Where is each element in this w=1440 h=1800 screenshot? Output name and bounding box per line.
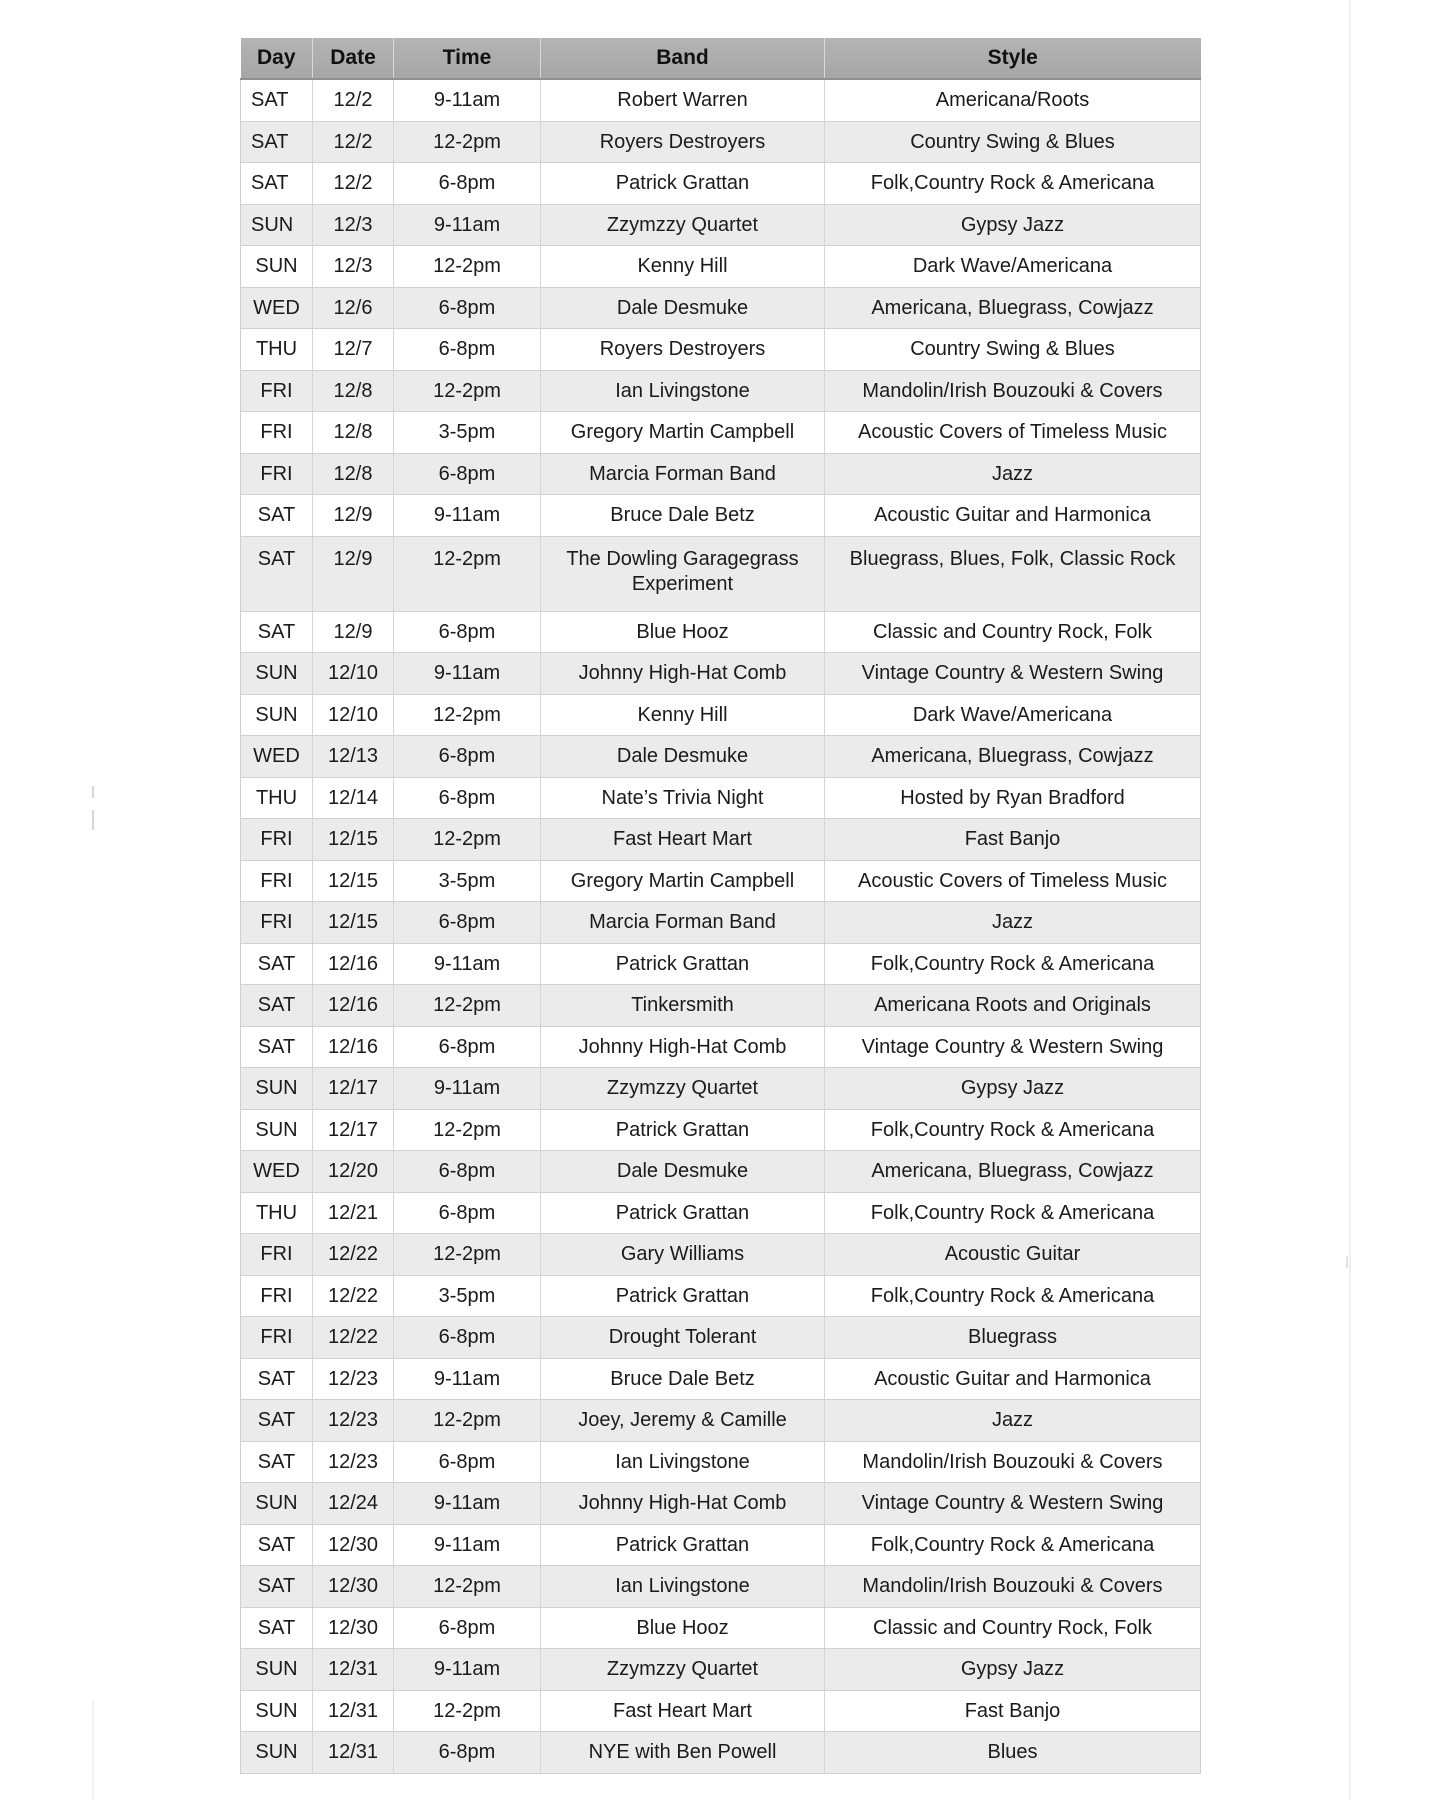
day-cell: SAT — [241, 1358, 313, 1400]
band-cell: Johnny High-Hat Comb — [541, 1483, 825, 1525]
scan-mark — [92, 786, 94, 798]
table-row — [241, 453, 1201, 495]
table-row — [241, 1234, 1201, 1276]
style-cell: Jazz — [825, 902, 1201, 944]
band-cell: Gregory Martin Campbell — [541, 412, 825, 454]
date-cell: 12/31 — [313, 1732, 394, 1774]
time-cell: 9-11am — [394, 204, 541, 246]
table-row — [241, 287, 1201, 329]
date-cell: 12/17 — [313, 1109, 394, 1151]
left-edge-divider — [92, 1700, 94, 1800]
style-cell: Gypsy Jazz — [825, 1649, 1201, 1691]
band-cell: Patrick Grattan — [541, 1275, 825, 1317]
table-row — [241, 1566, 1201, 1608]
date-cell: 12/10 — [313, 694, 394, 736]
time-cell: 6-8pm — [394, 1026, 541, 1068]
day-cell: FRI — [241, 1275, 313, 1317]
date-cell: 12/15 — [313, 819, 394, 861]
table-row — [241, 1400, 1201, 1442]
table-row — [241, 777, 1201, 819]
header-date: Date — [313, 38, 394, 79]
band-cell: Johnny High-Hat Comb — [541, 1026, 825, 1068]
day-cell: SUN — [241, 246, 313, 288]
scan-mark — [1346, 1256, 1348, 1268]
day-cell: WED — [241, 736, 313, 778]
style-cell: Vintage Country & Western Swing — [825, 1026, 1201, 1068]
day-cell: SUN — [241, 1109, 313, 1151]
style-cell: Bluegrass, Blues, Folk, Classic Rock — [825, 536, 1201, 611]
day-cell: THU — [241, 1192, 313, 1234]
time-cell: 6-8pm — [394, 1732, 541, 1774]
table-row — [241, 1317, 1201, 1359]
band-cell: Bruce Dale Betz — [541, 1358, 825, 1400]
style-cell: Folk,Country Rock & Americana — [825, 1192, 1201, 1234]
date-cell: 12/8 — [313, 412, 394, 454]
time-cell: 6-8pm — [394, 736, 541, 778]
day-cell: SAT — [241, 1566, 313, 1608]
table-row — [241, 370, 1201, 412]
style-cell: Vintage Country & Western Swing — [825, 653, 1201, 695]
date-cell: 12/20 — [313, 1151, 394, 1193]
music-schedule-table — [240, 38, 1201, 1774]
style-cell: Acoustic Guitar — [825, 1234, 1201, 1276]
band-cell: Nate’s Trivia Night — [541, 777, 825, 819]
table-row — [241, 204, 1201, 246]
band-cell: Ian Livingstone — [541, 1441, 825, 1483]
date-cell: 12/2 — [313, 163, 394, 205]
time-cell: 6-8pm — [394, 777, 541, 819]
style-cell: Acoustic Covers of Timeless Music — [825, 412, 1201, 454]
time-cell: 6-8pm — [394, 902, 541, 944]
date-cell: 12/13 — [313, 736, 394, 778]
table-row — [241, 1109, 1201, 1151]
table-row — [241, 536, 1201, 611]
table-row — [241, 1192, 1201, 1234]
day-cell: SAT — [241, 1441, 313, 1483]
time-cell: 6-8pm — [394, 1441, 541, 1483]
date-cell: 12/6 — [313, 287, 394, 329]
table-row — [241, 1649, 1201, 1691]
band-cell: Patrick Grattan — [541, 163, 825, 205]
style-cell: Folk,Country Rock & Americana — [825, 163, 1201, 205]
time-cell: 3-5pm — [394, 1275, 541, 1317]
band-cell: Marcia Forman Band — [541, 453, 825, 495]
day-cell: FRI — [241, 819, 313, 861]
day-cell: FRI — [241, 902, 313, 944]
style-cell: Dark Wave/Americana — [825, 694, 1201, 736]
style-cell: Acoustic Guitar and Harmonica — [825, 495, 1201, 537]
table-row — [241, 1441, 1201, 1483]
table-row — [241, 985, 1201, 1027]
day-cell: SUN — [241, 204, 313, 246]
date-cell: 12/3 — [313, 246, 394, 288]
date-cell: 12/22 — [313, 1234, 394, 1276]
style-cell: Americana Roots and Originals — [825, 985, 1201, 1027]
band-cell: Kenny Hill — [541, 694, 825, 736]
style-cell: Gypsy Jazz — [825, 204, 1201, 246]
time-cell: 6-8pm — [394, 287, 541, 329]
band-cell: Tinkersmith — [541, 985, 825, 1027]
table-row — [241, 329, 1201, 371]
date-cell: 12/10 — [313, 653, 394, 695]
table-row — [241, 653, 1201, 695]
day-cell: SAT — [241, 536, 313, 611]
date-cell: 12/21 — [313, 1192, 394, 1234]
table-body — [241, 79, 1201, 1773]
date-cell: 12/9 — [313, 536, 394, 611]
date-cell: 12/2 — [313, 121, 394, 163]
band-cell: Marcia Forman Band — [541, 902, 825, 944]
table-row — [241, 1358, 1201, 1400]
day-cell: WED — [241, 287, 313, 329]
time-cell: 6-8pm — [394, 453, 541, 495]
band-cell: Patrick Grattan — [541, 1524, 825, 1566]
day-cell: SAT — [241, 1524, 313, 1566]
header-style: Style — [825, 38, 1201, 79]
time-cell: 12-2pm — [394, 1109, 541, 1151]
band-cell: Dale Desmuke — [541, 736, 825, 778]
style-cell: Vintage Country & Western Swing — [825, 1483, 1201, 1525]
date-cell: 12/30 — [313, 1566, 394, 1608]
day-cell: FRI — [241, 1234, 313, 1276]
style-cell: Dark Wave/Americana — [825, 246, 1201, 288]
time-cell: 12-2pm — [394, 1234, 541, 1276]
style-cell: Gypsy Jazz — [825, 1068, 1201, 1110]
date-cell: 12/7 — [313, 329, 394, 371]
band-cell: Zzymzzy Quartet — [541, 204, 825, 246]
day-cell: SUN — [241, 653, 313, 695]
style-cell: Mandolin/Irish Bouzouki & Covers — [825, 370, 1201, 412]
day-cell: SAT — [241, 121, 313, 163]
day-cell: SAT — [241, 163, 313, 205]
style-cell: Folk,Country Rock & Americana — [825, 943, 1201, 985]
day-cell: SUN — [241, 694, 313, 736]
time-cell: 12-2pm — [394, 536, 541, 611]
table-row — [241, 1524, 1201, 1566]
band-cell: Patrick Grattan — [541, 943, 825, 985]
time-cell: 6-8pm — [394, 1607, 541, 1649]
header-time: Time — [394, 38, 541, 79]
band-cell: Blue Hooz — [541, 1607, 825, 1649]
style-cell: Blues — [825, 1732, 1201, 1774]
style-cell: Americana, Bluegrass, Cowjazz — [825, 736, 1201, 778]
date-cell: 12/22 — [313, 1275, 394, 1317]
table-row — [241, 412, 1201, 454]
style-cell: Classic and Country Rock, Folk — [825, 611, 1201, 653]
style-cell: Jazz — [825, 453, 1201, 495]
day-cell: SAT — [241, 943, 313, 985]
band-cell: Royers Destroyers — [541, 329, 825, 371]
day-cell: SUN — [241, 1068, 313, 1110]
day-cell: SUN — [241, 1483, 313, 1525]
style-cell: Fast Banjo — [825, 1690, 1201, 1732]
time-cell: 9-11am — [394, 495, 541, 537]
band-cell: Robert Warren — [541, 79, 825, 121]
style-cell: Americana, Bluegrass, Cowjazz — [825, 1151, 1201, 1193]
date-cell: 12/14 — [313, 777, 394, 819]
time-cell: 12-2pm — [394, 1690, 541, 1732]
date-cell: 12/15 — [313, 902, 394, 944]
time-cell: 6-8pm — [394, 1317, 541, 1359]
table-row — [241, 1690, 1201, 1732]
day-cell: FRI — [241, 412, 313, 454]
band-cell: Zzymzzy Quartet — [541, 1068, 825, 1110]
style-cell: Fast Banjo — [825, 819, 1201, 861]
table-row — [241, 1026, 1201, 1068]
style-cell: Classic and Country Rock, Folk — [825, 1607, 1201, 1649]
band-cell: Gregory Martin Campbell — [541, 860, 825, 902]
date-cell: 12/3 — [313, 204, 394, 246]
date-cell: 12/30 — [313, 1607, 394, 1649]
table-row — [241, 1151, 1201, 1193]
date-cell: 12/16 — [313, 943, 394, 985]
band-cell: Ian Livingstone — [541, 1566, 825, 1608]
time-cell: 6-8pm — [394, 611, 541, 653]
date-cell: 12/24 — [313, 1483, 394, 1525]
band-cell: Zzymzzy Quartet — [541, 1649, 825, 1691]
day-cell: FRI — [241, 453, 313, 495]
right-edge-divider — [1349, 0, 1351, 1800]
day-cell: FRI — [241, 860, 313, 902]
band-cell: Dale Desmuke — [541, 287, 825, 329]
band-cell: Gary Williams — [541, 1234, 825, 1276]
table-row — [241, 1483, 1201, 1525]
band-cell: Fast Heart Mart — [541, 1690, 825, 1732]
day-cell: SAT — [241, 1026, 313, 1068]
table-row — [241, 246, 1201, 288]
time-cell: 12-2pm — [394, 370, 541, 412]
style-cell: Folk,Country Rock & Americana — [825, 1275, 1201, 1317]
time-cell: 9-11am — [394, 1649, 541, 1691]
scan-mark — [92, 810, 94, 830]
day-cell: FRI — [241, 370, 313, 412]
date-cell: 12/23 — [313, 1400, 394, 1442]
style-cell: Mandolin/Irish Bouzouki & Covers — [825, 1441, 1201, 1483]
style-cell: Folk,Country Rock & Americana — [825, 1524, 1201, 1566]
table-row — [241, 819, 1201, 861]
table-row — [241, 1275, 1201, 1317]
time-cell: 3-5pm — [394, 412, 541, 454]
table-row — [241, 1607, 1201, 1649]
band-cell: Blue Hooz — [541, 611, 825, 653]
time-cell: 12-2pm — [394, 985, 541, 1027]
style-cell: Folk,Country Rock & Americana — [825, 1109, 1201, 1151]
style-cell: Acoustic Guitar and Harmonica — [825, 1358, 1201, 1400]
time-cell: 12-2pm — [394, 1566, 541, 1608]
table-row — [241, 694, 1201, 736]
header-day: Day — [241, 38, 313, 79]
date-cell: 12/30 — [313, 1524, 394, 1566]
date-cell: 12/15 — [313, 860, 394, 902]
style-cell: Jazz — [825, 1400, 1201, 1442]
date-cell: 12/16 — [313, 985, 394, 1027]
time-cell: 12-2pm — [394, 819, 541, 861]
day-cell: SAT — [241, 495, 313, 537]
band-cell: The Dowling Garagegrass Experiment — [541, 536, 825, 611]
band-cell: Johnny High-Hat Comb — [541, 653, 825, 695]
time-cell: 6-8pm — [394, 163, 541, 205]
day-cell: SAT — [241, 79, 313, 121]
band-cell: Royers Destroyers — [541, 121, 825, 163]
style-cell: Mandolin/Irish Bouzouki & Covers — [825, 1566, 1201, 1608]
style-cell: Acoustic Covers of Timeless Music — [825, 860, 1201, 902]
day-cell: SAT — [241, 985, 313, 1027]
date-cell: 12/8 — [313, 453, 394, 495]
table-row — [241, 1732, 1201, 1774]
band-cell: Joey, Jeremy & Camille — [541, 1400, 825, 1442]
band-cell: Fast Heart Mart — [541, 819, 825, 861]
band-cell: Patrick Grattan — [541, 1192, 825, 1234]
table-row — [241, 943, 1201, 985]
time-cell: 12-2pm — [394, 694, 541, 736]
date-cell: 12/23 — [313, 1358, 394, 1400]
time-cell: 9-11am — [394, 79, 541, 121]
style-cell: Americana/Roots — [825, 79, 1201, 121]
date-cell: 12/16 — [313, 1026, 394, 1068]
date-cell: 12/22 — [313, 1317, 394, 1359]
time-cell: 3-5pm — [394, 860, 541, 902]
table-row — [241, 736, 1201, 778]
band-cell: Kenny Hill — [541, 246, 825, 288]
table-row — [241, 860, 1201, 902]
table-header-row — [241, 38, 1201, 79]
date-cell: 12/17 — [313, 1068, 394, 1110]
table-row — [241, 121, 1201, 163]
time-cell: 12-2pm — [394, 246, 541, 288]
table-row — [241, 163, 1201, 205]
time-cell: 9-11am — [394, 1358, 541, 1400]
table-row — [241, 902, 1201, 944]
day-cell: SUN — [241, 1690, 313, 1732]
day-cell: WED — [241, 1151, 313, 1193]
style-cell: Country Swing & Blues — [825, 121, 1201, 163]
band-cell: NYE with Ben Powell — [541, 1732, 825, 1774]
band-cell: Bruce Dale Betz — [541, 495, 825, 537]
style-cell: Bluegrass — [825, 1317, 1201, 1359]
band-cell: Patrick Grattan — [541, 1109, 825, 1151]
time-cell: 9-11am — [394, 653, 541, 695]
style-cell: Americana, Bluegrass, Cowjazz — [825, 287, 1201, 329]
date-cell: 12/9 — [313, 495, 394, 537]
date-cell: 12/31 — [313, 1690, 394, 1732]
date-cell: 12/9 — [313, 611, 394, 653]
table-row — [241, 79, 1201, 121]
band-cell: Ian Livingstone — [541, 370, 825, 412]
day-cell: THU — [241, 329, 313, 371]
day-cell: THU — [241, 777, 313, 819]
day-cell: SAT — [241, 1400, 313, 1442]
header-band: Band — [541, 38, 825, 79]
date-cell: 12/8 — [313, 370, 394, 412]
time-cell: 9-11am — [394, 1524, 541, 1566]
style-cell: Hosted by Ryan Bradford — [825, 777, 1201, 819]
day-cell: SAT — [241, 1607, 313, 1649]
time-cell: 6-8pm — [394, 1192, 541, 1234]
style-cell: Country Swing & Blues — [825, 329, 1201, 371]
day-cell: SUN — [241, 1732, 313, 1774]
time-cell: 9-11am — [394, 1068, 541, 1110]
time-cell: 6-8pm — [394, 329, 541, 371]
date-cell: 12/23 — [313, 1441, 394, 1483]
time-cell: 9-11am — [394, 943, 541, 985]
table-row — [241, 1068, 1201, 1110]
table-row — [241, 611, 1201, 653]
date-cell: 12/31 — [313, 1649, 394, 1691]
day-cell: SUN — [241, 1649, 313, 1691]
day-cell: FRI — [241, 1317, 313, 1359]
band-cell: Dale Desmuke — [541, 1151, 825, 1193]
time-cell: 12-2pm — [394, 121, 541, 163]
day-cell: SAT — [241, 611, 313, 653]
band-cell: Drought Tolerant — [541, 1317, 825, 1359]
table-row — [241, 495, 1201, 537]
time-cell: 6-8pm — [394, 1151, 541, 1193]
date-cell: 12/2 — [313, 79, 394, 121]
time-cell: 12-2pm — [394, 1400, 541, 1442]
time-cell: 9-11am — [394, 1483, 541, 1525]
